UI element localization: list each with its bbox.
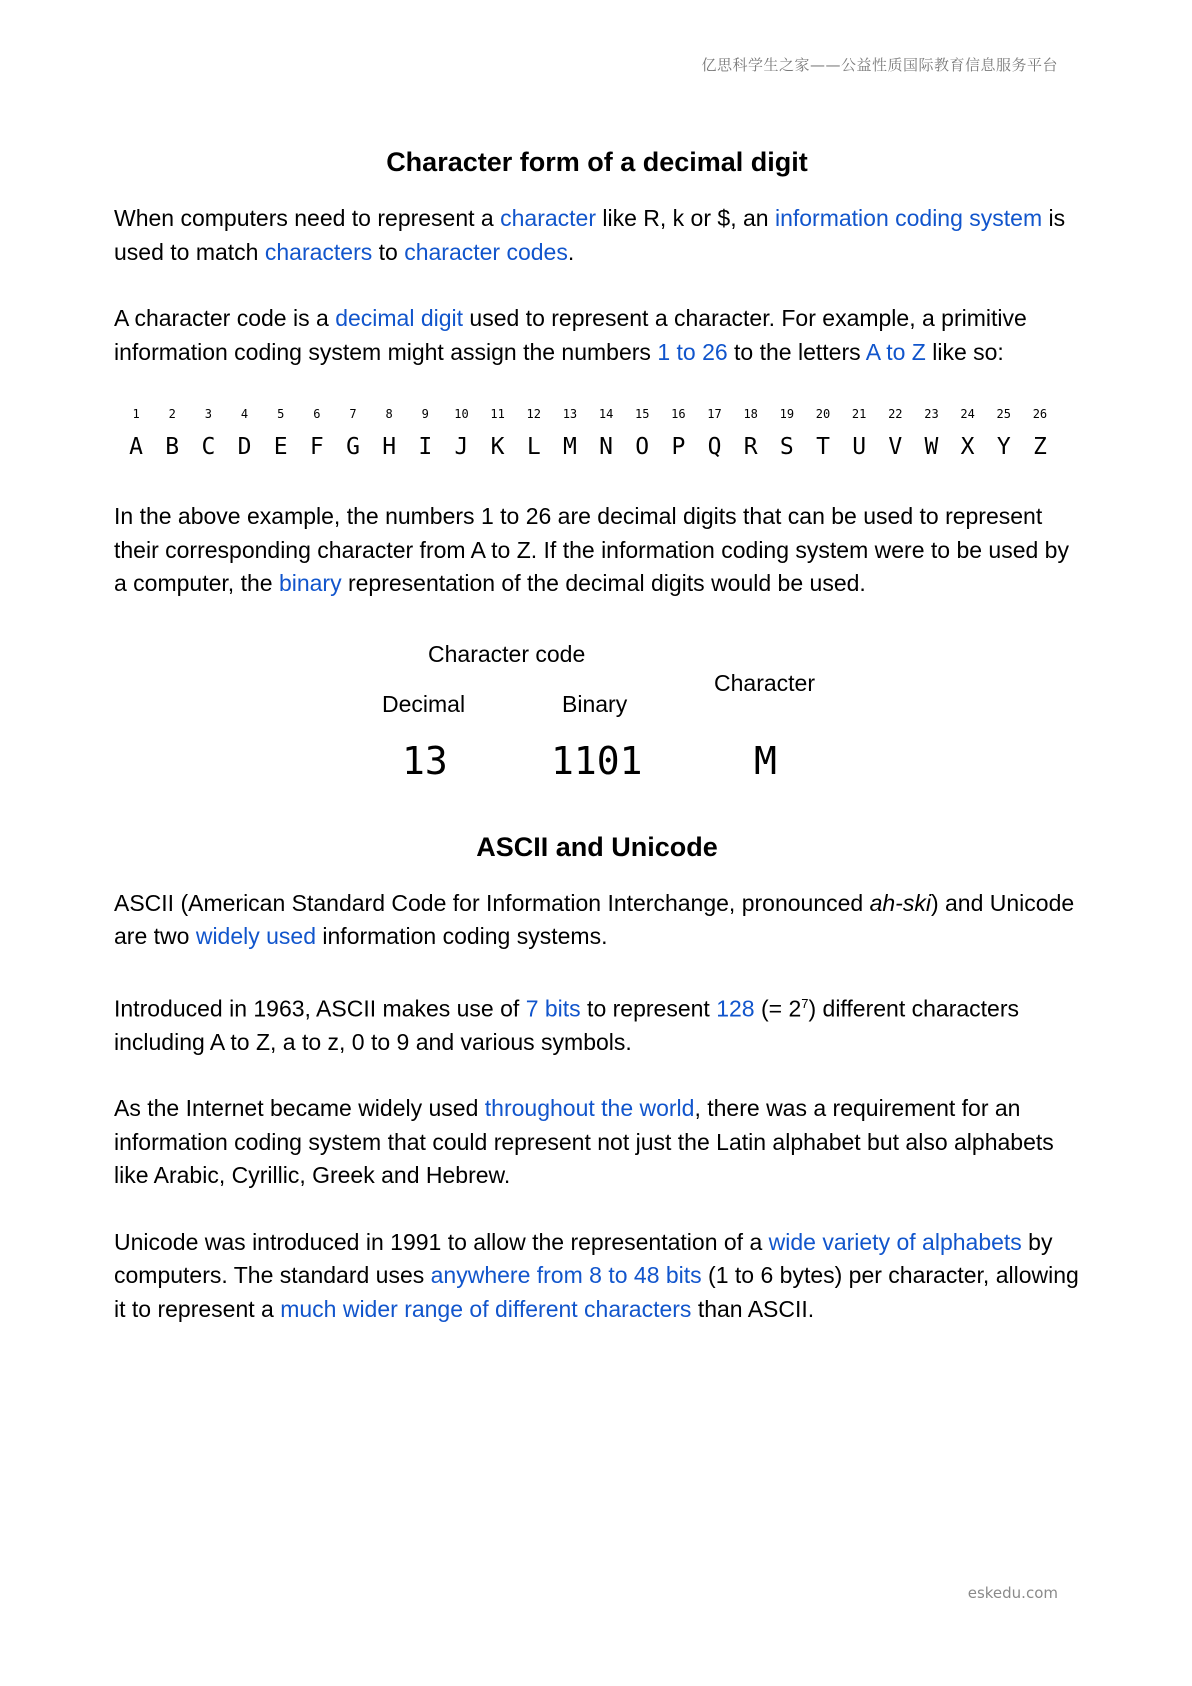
alphabet-number: 4 [240,407,249,421]
link-information-coding-system[interactable]: information coding system [774,205,1043,231]
alphabet-number: 14 [598,407,614,421]
alphabet-letter: O [635,434,650,460]
pronunciation-emphasis: ah-ski [869,889,931,916]
text-run: to [372,238,405,265]
paragraph-character-code [114,302,1080,369]
alphabet-number: 17 [707,407,722,421]
text-run: by computers. The standard uses [114,1228,1053,1289]
text-run: . [567,238,575,265]
text-run: like R, k or $, an [595,205,775,231]
alphabet-letter: X [960,434,975,460]
alphabet-number: 26 [1032,407,1048,421]
exponent: 7 [801,995,809,1011]
alphabet-letter: Q [707,434,722,460]
character-value: M [754,738,777,783]
text-run: In the above example, the numbers 1 to 26 are decimal digits that can be used to represent their corresponding character from A to Z. If the information coding system were to be used by a computer, the [114,503,1069,596]
binary-value: 1101 [551,738,643,783]
link-decimal-digit[interactable]: decimal digit [335,305,464,331]
alphabet-letter: D [237,434,252,460]
text-run: like so: [925,338,1004,365]
alphabet-letter: R [743,434,758,460]
alphabet-letter: S [779,434,794,460]
text-run: to represent [580,995,717,1022]
binary-label: Binary [562,690,628,717]
paragraph-internet-requirement [114,1092,1080,1193]
link-a-to-z[interactable]: A to Z [865,338,926,365]
section-title-ascii-unicode: ASCII and Unicode [476,831,718,862]
alphabet-number: 23 [924,407,939,421]
alphabet-letter: Y [996,434,1011,460]
document-body [114,140,1080,1326]
paragraph-ascii-intro [114,887,1080,954]
text-run: As the Internet became widely used [114,1095,485,1122]
alphabet-number: 11 [490,407,505,421]
text-run: Introduced in 1963, ASCII makes use of [114,995,526,1022]
alphabet-number: 15 [634,407,650,421]
link-1-to-26[interactable]: 1 to 26 [657,338,728,365]
alphabet-number: 12 [526,407,541,421]
text-run: When computers need to represent a [114,205,501,231]
alphabet-number: 18 [743,407,758,421]
alphabet-letter: C [201,434,216,460]
alphabet-letter: E [273,434,288,460]
alphabet-number: 22 [888,407,903,421]
character-label: Character [714,669,815,696]
alphabet-number: 9 [421,407,429,421]
alphabet-letter: T [816,434,830,460]
link-character[interactable]: character [500,205,596,231]
link-8-to-48-bits[interactable]: anywhere from 8 to 48 bits [430,1262,702,1289]
alphabet-number: 13 [562,407,578,421]
alphabet-letter: Z [1032,434,1047,460]
text-run: ASCII (American Standard Code for Information Interchange, pronounced [114,889,870,916]
text-run: (1 to 6 bytes) per character, allowing it to represent a [114,1262,1079,1322]
alphabet-letter: L [526,434,541,460]
footer-site: eskedu.com [967,1584,1058,1602]
link-much-wider-range[interactable]: much wider range of different characters [280,1295,692,1322]
alphabet-letter: U [852,434,867,460]
alphabet-letter: W [924,434,939,460]
alphabet-number: 25 [996,407,1011,421]
alphabet-number: 1 [132,407,140,421]
alphabet-letter: H [382,434,397,460]
link-character-codes[interactable]: character codes [404,238,568,265]
alphabet-letter: M [562,434,577,460]
alphabet-number: 19 [779,407,795,421]
alphabet-number: 20 [815,407,831,421]
alphabet-letter: G [346,434,360,460]
link-7-bits[interactable]: 7 bits [525,995,581,1022]
character-code-group-label: Character code [428,640,586,667]
paragraph-ascii-history [114,987,1080,1060]
alphabet-number: 5 [277,407,285,421]
alphabet-letter: B [165,434,180,460]
link-binary[interactable]: binary [278,570,342,596]
text-run: ) and Unicode are two [114,889,1075,949]
link-wide-variety-of-alphabets[interactable]: wide variety of alphabets [768,1228,1022,1255]
alphabet-number: 10 [454,407,469,421]
alphabet-number: 16 [671,407,686,421]
text-run: (= 2 [754,995,802,1022]
alphabet-letter: K [490,434,505,460]
alphabet-letter: V [888,434,903,460]
link-throughout-the-world[interactable]: throughout the world [484,1095,695,1122]
paragraph-intro [114,202,1080,269]
alphabet-number: 2 [168,407,176,421]
text-run: , there was a requirement for an information coding system that could represent not just the Latin alphabet but also alphabets like Arabic, Cyrillic, Greek and Hebrew. [114,1095,1054,1189]
alphabet-number: 24 [960,407,975,421]
text-run: is used to match [114,205,1066,265]
alphabet-letter: A [129,434,143,460]
alphabet-number: 6 [313,407,321,421]
alphabet-number-table [118,399,1058,465]
alphabet-letter: J [454,434,469,460]
text-run: ) different characters including A to Z, a to z, 0 to 9 and various symbols. [114,995,1019,1055]
link-128[interactable]: 128 [716,995,755,1022]
alphabet-letter: I [418,434,433,460]
alphabet-letter: F [309,434,324,460]
alphabet-number: 7 [349,407,357,421]
text-run: A character code is a [114,305,336,331]
site-tagline: 亿思科学生之家——公益性质国际教育信息服务平台 [701,56,1058,74]
paragraph-example-explanation [114,500,1080,601]
alphabet-letter: N [599,434,613,460]
text-run: than ASCII. [691,1295,815,1322]
decimal-label: Decimal [382,690,466,717]
text-run: Unicode was introduced in 1991 to allow the representation of a [114,1228,769,1255]
link-widely-used[interactable]: widely used [195,923,317,949]
character-code-example [114,629,1080,819]
text-run: used to represent a character. For example, a primitive information coding system might assign the numbers [114,305,1027,365]
paragraph-unicode [114,1226,1080,1327]
link-characters[interactable]: characters [264,238,373,265]
text-run: to the letters [727,338,866,365]
section-title-character-form: Character form of a decimal digit [386,147,808,177]
alphabet-letter: P [671,434,686,460]
text-run: information coding systems. [316,923,608,949]
decimal-value: 13 [402,738,448,783]
alphabet-number: 3 [204,407,212,421]
alphabet-number: 21 [851,407,867,421]
alphabet-number: 8 [385,407,393,421]
text-run: representation of the decimal digits would be used. [341,570,866,596]
